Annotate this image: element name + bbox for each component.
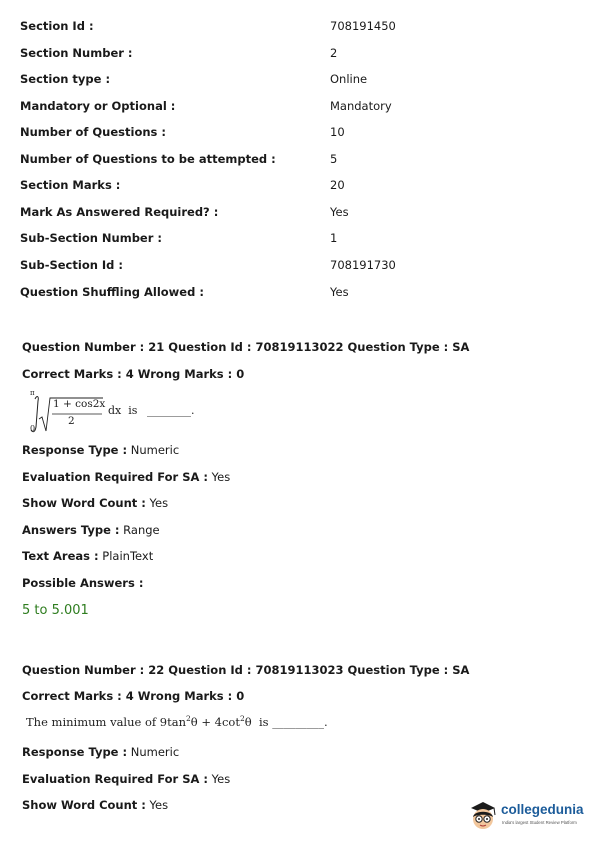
mandatory-row — [20, 99, 580, 117]
math-tail: dx is — [108, 404, 138, 417]
section-type-label: Section type : — [20, 72, 111, 86]
section-marks-row — [20, 178, 580, 196]
answers-type-label: Answers Type : — [22, 523, 120, 537]
section-type-row — [20, 72, 580, 90]
response-type-field — [22, 745, 179, 759]
evaluation-label: Evaluation Required For SA : — [22, 772, 209, 786]
mark-answered-value: Yes — [330, 205, 349, 219]
mark-answered-row — [20, 205, 580, 223]
answers-type-value: Range — [119, 523, 160, 537]
mandatory-value: Mandatory — [330, 99, 392, 113]
subsection-number-row — [20, 231, 580, 249]
evaluation-value: Yes — [208, 470, 231, 484]
shuffling-row — [20, 285, 580, 303]
section-marks-value: 20 — [330, 178, 345, 192]
section-id-row — [20, 19, 580, 37]
subsection-number-value: 1 — [330, 231, 338, 245]
subsection-number-label: Sub-Section Number : — [20, 231, 163, 245]
possible-answer-value: 5 to 5.001 — [22, 603, 89, 618]
text-areas-field — [22, 549, 153, 563]
response-type-value: Numeric — [127, 745, 180, 759]
section-marks-label: Section Marks : — [20, 178, 121, 192]
word-count-label: Show Word Count : — [22, 496, 146, 510]
answers-type-field — [22, 523, 160, 537]
question-math — [26, 714, 328, 729]
num-attempted-value: 5 — [330, 152, 338, 166]
fraction-numerator: 1 + cos2x — [53, 398, 106, 410]
evaluation-field — [22, 470, 230, 484]
section-number-row — [20, 46, 580, 64]
word-count-label: Show Word Count : — [22, 798, 146, 812]
evaluation-field — [22, 772, 230, 786]
mascot-icon — [468, 799, 498, 831]
mark-answered-label: Mark As Answered Required? : — [20, 205, 219, 219]
num-attempted-row — [20, 152, 580, 170]
question-marks: Correct Marks : 4 Wrong Marks : 0 — [22, 689, 245, 703]
math-mid: θ + 4cot — [190, 714, 240, 729]
evaluation-value: Yes — [208, 772, 231, 786]
num-questions-label: Number of Questions : — [20, 125, 166, 139]
fraction-denominator: 2 — [68, 415, 75, 427]
question-header: Question Number : 22 Question Id : 70819113023 Question Type : SA — [22, 663, 470, 677]
mandatory-label: Mandatory or Optional : — [20, 99, 176, 113]
shuffling-label: Question Shuffling Allowed : — [20, 285, 204, 299]
response-type-field — [22, 443, 179, 457]
num-attempted-label: Number of Questions to be attempted : — [20, 152, 276, 166]
integral-lower-limit: 0 — [30, 424, 36, 433]
logo-name: collegedunia — [501, 802, 584, 817]
math-exponent: 2 — [239, 714, 245, 723]
section-number-value: 2 — [330, 46, 338, 60]
possible-answers-label: Possible Answers : — [22, 576, 144, 590]
math-exponent: 2 — [186, 714, 191, 723]
word-count-value: Yes — [145, 798, 169, 812]
evaluation-label: Evaluation Required For SA : — [22, 470, 209, 484]
possible-answers-field — [22, 576, 143, 590]
subsection-id-value: 708191730 — [330, 258, 396, 272]
section-number-label: Section Number : — [20, 46, 133, 60]
question-marks: Correct Marks : 4 Wrong Marks : 0 — [22, 367, 245, 381]
math-prefix: The minimum value of 9tan — [26, 714, 187, 729]
subsection-id-row — [20, 258, 580, 276]
text-areas-value: PlainText — [98, 549, 154, 563]
word-count-value: Yes — [145, 496, 169, 510]
text-areas-label: Text Areas : — [22, 549, 99, 563]
shuffling-value: Yes — [330, 285, 349, 299]
num-questions-row — [20, 125, 580, 143]
math-suffix: θ is — [244, 714, 269, 729]
answer-blank: ________. — [147, 404, 195, 417]
word-count-field — [22, 798, 168, 812]
section-type-value: Online — [330, 72, 368, 86]
section-id-value: 708191450 — [330, 19, 396, 33]
section-id-label: Section Id : — [20, 19, 94, 33]
num-questions-value: 10 — [330, 125, 345, 139]
response-type-label: Response Type : — [22, 443, 128, 457]
question-header: Question Number : 21 Question Id : 70819113022 Question Type : SA — [22, 340, 470, 354]
integral-upper-limit: π — [30, 389, 35, 397]
subsection-id-label: Sub-Section Id : — [20, 258, 124, 272]
answer-blank: _________. — [272, 714, 328, 729]
word-count-field — [22, 496, 168, 510]
response-type-label: Response Type : — [22, 745, 128, 759]
response-type-value: Numeric — [127, 443, 180, 457]
collegedunia-logo — [468, 797, 586, 833]
logo-tagline: India's largest Student Review Platform — [502, 820, 577, 825]
